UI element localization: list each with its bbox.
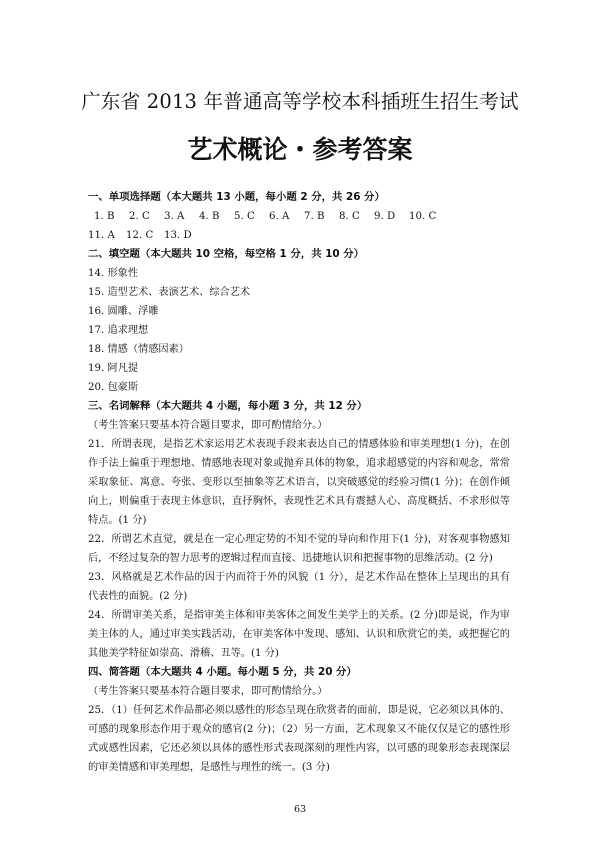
definition-answer: 21．所谓表现，是指艺术家运用艺术表现手段来表达自己的情感体验和审美理想(1 分)，在创作手法上偏重于理想地、情感地表现对象或抛弃具体的物象，追求超感觉的内容和观念，常常采取象征、寓意、夸张、变形以至抽象等艺术语言，以突破感觉的经验习惯(1 分)；在创作倾向上，则偏重于表现主体意识，直抒胸怀，表现性艺术具有震撼人心、高度概括、不求形似等特点。(1 分) — [88, 439, 510, 526]
choice-answer: 3. A — [164, 211, 185, 222]
choice-answer: 12. C — [126, 230, 154, 241]
short-answer: 25．（1）任何艺术作品都必须以感性的形态呈现在欣赏者的面前，即是说，它必须以具体的、可感的现象形态作用于观众的感官(2 分)；（2）另一方面，艺术现象又不能仅仅是它的感性形式或感性因素，它还必须以具体的感性形式表现深刻的理性内容，以可感的现象形态表现深层的审美情感和审美理想，是感性与理性的统一。(3 分) — [88, 705, 510, 773]
definition-answer: 22．所谓艺术直觉，就是在一定心理定势的不知不觉的导向和作用下(1 分)，对客观事物感知后，不经过复杂的智力思考的逻辑过程而直接、迅捷地认识和把握事物的思维活动。(2 分) — [88, 534, 510, 564]
choice-answer: 8. C — [339, 211, 360, 222]
fill-in-answer: 17. 追求理想 — [88, 325, 149, 336]
fill-in-answer: 18. 情感（情感因素） — [88, 344, 189, 355]
choice-answer: 1. B — [94, 211, 115, 222]
choice-answer: 10. C — [409, 211, 437, 222]
grading-note: （考生答案只要基本符合题目要求，即可酌情给分。） — [88, 686, 328, 697]
section-heading-short-answer: 四、简答题（本大题共 4 小题。每小题 5 分，共 20 分） — [88, 666, 357, 678]
definition-answer: 23．风格就是艺术作品的因于内而符于外的风貌（1 分），是艺术作品在整体上呈现出的具有代表性的面貌。(2 分) — [88, 572, 510, 602]
choice-answer: 9. D — [374, 211, 396, 222]
section-heading-fill-in: 二、填空题（本大题共 10 空格，每空格 1 分，共 10 分） — [88, 248, 365, 260]
exam-title: 广东省 2013 年普通高等学校本科插班生招生考试 — [81, 90, 519, 113]
section-heading-term-definitions: 三、名词解释（本大题共 4 小题，每小题 3 分，共 12 分） — [88, 400, 368, 412]
choice-answer: 5. C — [234, 211, 255, 222]
answer-key-title: 艺术概论・参考答案 — [187, 135, 413, 164]
choice-answer: 4. B — [199, 211, 220, 222]
choice-answer: 2. C — [129, 211, 150, 222]
fill-in-answer: 19. 阿凡提 — [88, 363, 139, 374]
page-number: 63 — [293, 804, 307, 815]
choice-answer: 13. D — [164, 230, 192, 241]
fill-in-answer: 20. 包豪斯 — [88, 382, 139, 393]
choice-answers-row-2 — [88, 226, 510, 245]
fill-in-answer: 16. 圆雕、浮雕 — [88, 306, 159, 317]
section-heading-multiple-choice: 一、单项选择题（本大题共 13 小题，每小题 2 分，共 26 分） — [88, 191, 385, 203]
choice-answer: 6. A — [269, 211, 290, 222]
grading-note: （考生答案只要基本符合题目要求，即可酌情给分。） — [88, 420, 328, 431]
choice-answer: 11. A — [88, 230, 115, 241]
answer-body — [88, 188, 510, 777]
definition-answer: 24．所谓审美关系，是指审美主体和审美客体之间发生美学上的关系。(2 分)即是说，作为审美主体的人，通过审美实践活动，在审美客体中发现、感知、认识和欣赏它的美，或把握它的其他美学特征如崇高、滑稽、丑等。(1 分) — [88, 610, 510, 659]
choice-answer: 7. B — [304, 211, 325, 222]
fill-in-answer: 14. 形象性 — [88, 268, 139, 279]
choice-answers-row-1 — [88, 207, 510, 226]
fill-in-answer: 15. 造型艺术、表演艺术、综合艺术 — [88, 287, 251, 298]
